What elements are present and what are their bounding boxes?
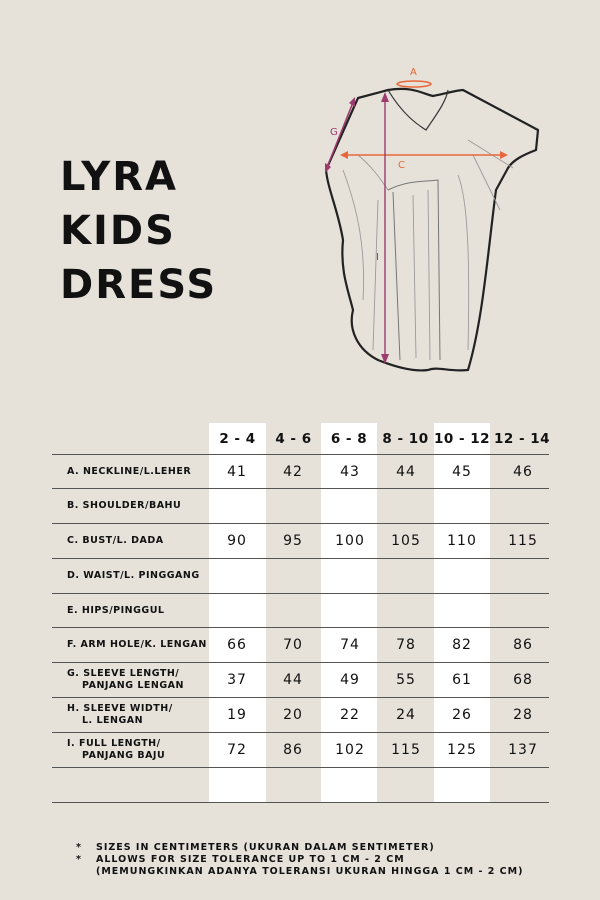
table-cell: 86 [283, 741, 303, 758]
table-cell: 70 [283, 636, 303, 653]
table-cell: 43 [340, 463, 360, 480]
row-divider [52, 558, 549, 559]
measure-i-label: I [376, 252, 379, 263]
row-label-line-2: L. LENGAN [82, 714, 144, 726]
table-cell: 45 [452, 463, 472, 480]
size-header-1: 2 - 4 [219, 431, 256, 447]
table-cell: 66 [227, 636, 247, 653]
row-divider [52, 662, 549, 663]
table-cell: 137 [508, 741, 538, 758]
row-label [67, 605, 164, 617]
table-cell: 115 [391, 741, 421, 758]
table-cell: 72 [227, 741, 247, 758]
table-cell: 78 [396, 636, 416, 653]
table-cell: 37 [227, 671, 247, 688]
table-cell: 102 [335, 741, 365, 758]
row-label [67, 738, 165, 762]
title-line-2: KIDS [60, 208, 176, 254]
footnote-star: * [76, 854, 82, 865]
measure-i-arrow-top [381, 92, 389, 102]
footnote-text: (MEMUNGKINKAN ADANYA TOLERANSI UKURAN HINGGA 1 CM - 2 CM) [96, 866, 524, 877]
measure-c-arrow-left [340, 151, 348, 159]
footnote-star: * [76, 842, 82, 853]
table-cell: 100 [335, 532, 365, 549]
table-cell: 90 [227, 532, 247, 549]
measure-g-label: G [330, 127, 338, 138]
footnote-text: SIZES IN CENTIMETERS (UKURAN DALAM SENTIMETER) [96, 842, 435, 853]
title-line-1: LYRA [60, 154, 178, 200]
row-divider [52, 802, 549, 803]
row-label-line-2: PANJANG BAJU [82, 749, 166, 761]
table-cell: 74 [340, 636, 360, 653]
table-cell: 110 [447, 532, 477, 549]
title-line-3: DRESS [60, 262, 218, 308]
footnote-3 [76, 866, 523, 878]
row-label [67, 535, 164, 547]
product-title [60, 150, 217, 312]
table-cell: 115 [508, 532, 538, 549]
table-cell: 28 [513, 706, 533, 723]
row-divider [52, 488, 549, 489]
table-cell: 41 [227, 463, 247, 480]
table-cell: 22 [340, 706, 360, 723]
footnote-spacer [76, 866, 96, 878]
table-cell: 105 [391, 532, 421, 549]
measure-a-ellipse [397, 81, 431, 87]
table-cell: 26 [452, 706, 472, 723]
footnote-1 [76, 842, 523, 854]
footnote-2 [76, 854, 523, 866]
size-header-2: 4 - 6 [275, 431, 312, 447]
neckline-shape [388, 90, 448, 130]
table-cell: 42 [283, 463, 303, 480]
row-divider [52, 732, 549, 733]
table-cell: 61 [452, 671, 472, 688]
row-label-line-1: C. BUST/L. DADA [67, 534, 164, 546]
row-label-line-1: H. SLEEVE WIDTH/ [67, 702, 173, 714]
table-cell: 95 [283, 532, 303, 549]
table-cell: 24 [396, 706, 416, 723]
row-label [67, 668, 184, 692]
table-cell: 20 [283, 706, 303, 723]
row-label [67, 466, 191, 478]
row-divider [52, 627, 549, 628]
row-divider [52, 767, 549, 768]
row-label [67, 703, 173, 727]
table-cell: 82 [452, 636, 472, 653]
row-label-line-1: B. SHOULDER/BAHU [67, 499, 182, 511]
row-divider [52, 593, 549, 594]
table-cell: 55 [396, 671, 416, 688]
table-cell: 46 [513, 463, 533, 480]
row-label [67, 639, 207, 651]
row-label [67, 570, 200, 582]
table-cell: 125 [447, 741, 477, 758]
size-header-3: 6 - 8 [330, 431, 368, 447]
row-label-line-1: F. ARM HOLE/K. LENGAN [67, 638, 207, 650]
table-cell: 86 [513, 636, 533, 653]
size-header-6: 12 - 14 [493, 431, 551, 447]
measure-c-arrow-right [500, 151, 508, 159]
measure-a-label: A [410, 67, 417, 78]
row-label-line-1: A. NECKLINE/L.LEHER [67, 465, 192, 477]
table-cell: 44 [396, 463, 416, 480]
table-cell: 44 [283, 671, 303, 688]
row-divider [52, 523, 549, 524]
row-label-line-1: I. FULL LENGTH/ [67, 737, 161, 749]
row-label-line-1: E. HIPS/PINGGUL [67, 604, 165, 616]
size-header-4: 8 - 10 [382, 431, 429, 447]
measure-c-label: C [398, 160, 405, 171]
footnotes [76, 842, 523, 878]
size-header-5: 10 - 12 [434, 431, 491, 447]
row-label-line-1: G. SLEEVE LENGTH/ [67, 667, 180, 679]
dress-diagram [318, 60, 548, 380]
row-label-line-1: D. WAIST/L. PINGGANG [67, 569, 200, 581]
row-label [67, 500, 181, 512]
row-label-line-2: PANJANG LENGAN [82, 679, 184, 691]
sleeve-fold [358, 140, 513, 190]
dress-outline [326, 89, 538, 371]
row-divider [52, 697, 549, 698]
footnote-text: ALLOWS FOR SIZE TOLERANCE UP TO 1 CM - 2 CM [96, 854, 405, 865]
table-cell: 19 [227, 706, 247, 723]
row-divider [52, 454, 549, 455]
table-cell: 49 [340, 671, 360, 688]
table-cell: 68 [513, 671, 533, 688]
